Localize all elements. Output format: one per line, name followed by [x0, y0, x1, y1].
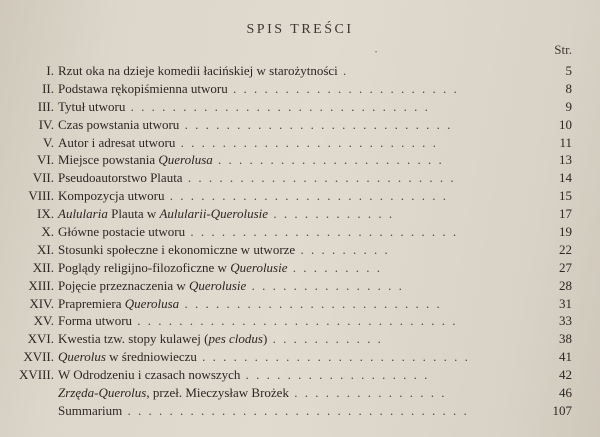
toc-entry-title-part: Rzut oka na dzieje komedii łacińskiej w starożytności: [58, 63, 338, 78]
toc-entry-page-number: 9: [565, 98, 572, 114]
toc-entry: [0, 402, 600, 420]
toc-entry: [0, 80, 600, 98]
toc-entry-number: XI.: [37, 241, 54, 257]
toc-entry: [0, 98, 600, 116]
toc-entry-title-part: Prapremiera: [58, 295, 125, 311]
toc-entry-title-part: Aulularia: [58, 206, 108, 222]
ink-mark: •: [375, 50, 378, 56]
toc-entry-page-number: 28: [559, 277, 572, 293]
toc-entry-page-number: 11: [559, 134, 572, 150]
toc-entry-page-number: 15: [559, 188, 572, 204]
toc-entry-leader-dots: . . . . . . . . . . . . . . . . . . . . . . . . . .: [185, 224, 459, 240]
toc-entry-number: III.: [37, 98, 54, 114]
toc-entry: [0, 116, 600, 134]
toc-entry-title: [58, 223, 458, 241]
toc-entry-title: [58, 151, 444, 169]
toc-entry-title: [58, 62, 348, 80]
toc-entry-leader-dots: . . . . . . . . . . . . . . . . . .: [240, 367, 430, 383]
toc-entry-title-part: w średniowieczu: [105, 349, 197, 365]
toc-entry-number: XVII.: [23, 349, 54, 365]
toc-entry-page-number: 22: [559, 241, 572, 257]
toc-entry-number: XVI.: [27, 331, 54, 347]
toc-entry-leader-dots: . . . . . . . . . . . . . . . . . . . . . .: [227, 80, 459, 96]
toc-entry-title-part: Pseudoautorstwo Plauta: [58, 170, 183, 186]
toc-entry: [0, 312, 600, 330]
toc-entry-title: [58, 259, 382, 277]
toc-entry: [0, 366, 600, 384]
toc-entry-number: I.: [46, 63, 54, 78]
page-title: SPIS TREŚCI: [246, 22, 354, 37]
toc-entry-title-part: Summarium: [58, 402, 123, 418]
toc-entry-title-part: Kompozycja utworu: [58, 188, 165, 204]
toc-entry-title-part: pes clodus: [208, 331, 263, 347]
toc-entry-title-part: Tytuł utworu: [58, 98, 126, 114]
toc-entry-page-number: 19: [559, 224, 572, 240]
toc-entry-title: [58, 116, 452, 134]
toc-entry: [0, 241, 600, 259]
toc-entry: [0, 223, 600, 241]
toc-entry-number: XIV.: [29, 295, 54, 311]
toc-entry-title: [58, 205, 394, 223]
toc-entry-leader-dots: . . . . . . . . . . .: [267, 331, 383, 347]
toc-entry-number: VIII.: [28, 188, 54, 204]
toc-entry: [0, 295, 600, 313]
toc-entry-title-part: Stosunki społeczne i ekonomiczne w utworze: [58, 241, 296, 257]
toc-entry-title-part: Querolus: [58, 349, 106, 365]
toc-entry-title-part: Czas powstania utworu: [58, 116, 180, 132]
toc-entry-leader-dots: . . . . . . . . . . . . . . . . . . . . . . . . . . . . . . . . .: [122, 402, 469, 418]
toc-entry-number: IV.: [38, 116, 54, 132]
toc-entry-leader-dots: . . . . . . . . .: [287, 259, 382, 275]
toc-entry-leader-dots: . . . . . . . . . . . . . . . . . . . . . . . . . . . . . . .: [132, 313, 458, 329]
page-column-label: Str.: [554, 42, 572, 57]
toc-entry-leader-dots: . . . . . . . . . . . . . . .: [288, 385, 447, 401]
toc-entry-page-number: 14: [559, 170, 572, 186]
toc-entry: [0, 384, 600, 402]
toc-entry-title-part: Podstawa rękopiśmienna utworu: [58, 80, 228, 96]
toc-entry-number: XII.: [32, 259, 54, 275]
toc-entry-title: [58, 169, 456, 187]
toc-entry-number: XV.: [33, 313, 54, 329]
toc-entry-page-number: 41: [559, 349, 572, 365]
toc-entry-title: [58, 312, 458, 330]
toc-entry-page-number: 5: [565, 63, 572, 78]
toc-entry-number: XIII.: [28, 277, 54, 293]
toc-entry-page-number: 10: [559, 116, 572, 132]
toc-entry-title-part: Querolusie: [230, 259, 288, 275]
toc-entry-title-part: Miejsce powstania: [58, 152, 159, 168]
toc-entry-page-number: 38: [559, 331, 572, 347]
toc-entry-leader-dots: . . . . . . . . . . . . . . . . . . . . . . . . . . .: [164, 188, 449, 204]
toc-entry-title: [58, 187, 448, 205]
toc-entry-leader-dots: . . . . . . . . . . . . . . . . . . . . . . . . . .: [196, 349, 470, 365]
toc-entry-title: [58, 277, 404, 295]
toc-entry-title-part: Kwestia tzw. stopy kulawej (: [58, 331, 209, 347]
toc-entry-leader-dots: . . . . . . . . . . . . . . . . . . . . . . . . . .: [179, 116, 453, 132]
toc-entry-page-number: 8: [565, 80, 572, 96]
toc-entry-leader-dots: . . . . . . . . . . . . . . . . . . . . . . . . . .: [182, 170, 456, 186]
toc-entry: [0, 259, 600, 277]
toc-entry-title-part: Querolusie: [189, 277, 247, 293]
toc-entry: [0, 62, 600, 80]
toc-entry-title: [58, 98, 430, 116]
toc-entry-page-number: 33: [559, 313, 572, 329]
toc-entry-leader-dots: . . . . . . . . . . . . . . .: [246, 277, 404, 293]
toc-entry-title: [58, 134, 438, 152]
toc-entry-page-number: 13: [559, 152, 572, 168]
toc-entry-title-part: Zrzęda-Querolus,: [58, 385, 150, 401]
toc-entry-title-part: Forma utworu: [58, 313, 133, 329]
table-of-contents: [0, 62, 600, 420]
toc-entry-number: V.: [43, 134, 54, 150]
toc-entry-title: [58, 80, 459, 98]
toc-entry-number: VII.: [32, 170, 54, 186]
toc-entry-title-part: Autor i adresat utworu: [58, 134, 176, 150]
toc-entry-leader-dots: .: [337, 63, 349, 78]
toc-entry-page-number: 42: [559, 367, 572, 383]
toc-entry-title: [58, 384, 446, 402]
toc-entry-leader-dots: . . . . . . . . . . . . . . . . . . . . . .: [212, 152, 444, 168]
toc-entry-page-number: 46: [559, 385, 572, 401]
toc-entry-number: IX.: [37, 206, 54, 222]
toc-entry-title: [58, 402, 469, 420]
toc-entry-title-part: W Odrodzeniu i czasach nowszych: [58, 367, 241, 383]
toc-entry-title-part: Plauta w: [107, 206, 160, 222]
toc-entry: [0, 187, 600, 205]
toc-entry-title-part: Poglądy religijno-filozoficzne w: [58, 259, 231, 275]
toc-entry-title: [58, 241, 390, 259]
toc-entry-title: [58, 295, 442, 313]
toc-entry-number: VI.: [37, 152, 54, 168]
toc-entry-title-part: ): [262, 331, 268, 347]
toc-entry: [0, 348, 600, 366]
toc-entry: [0, 169, 600, 187]
toc-entry-page-number: 107: [552, 402, 572, 418]
toc-entry-title: [58, 348, 470, 366]
toc-entry-leader-dots: . . . . . . . . . . . . . . . . . . . . . . . . .: [179, 295, 442, 311]
toc-entry-title: [58, 330, 383, 348]
toc-entry-leader-dots: . . . . . . . . . . . .: [268, 206, 395, 222]
toc-entry-number: II.: [42, 80, 54, 96]
toc-entry-title-part: Querolusa: [158, 152, 213, 168]
toc-entry: [0, 151, 600, 169]
toc-entry-title-part: Główne postacie utworu: [58, 224, 186, 240]
toc-entry-title-part: Querolusa: [124, 295, 180, 311]
toc-entry-leader-dots: . . . . . . . . .: [295, 241, 390, 257]
toc-entry-number: XVIII.: [18, 367, 54, 383]
toc-entry-leader-dots: . . . . . . . . . . . . . . . . . . . . . . . . . . . . .: [125, 98, 430, 114]
toc-entry-page-number: 27: [559, 259, 572, 275]
toc-entry-page-number: 17: [559, 206, 572, 222]
toc-entry-title-part: Pojęcie przeznaczenia w: [58, 277, 190, 293]
toc-entry-title-part: Aulularii-Querolusie: [159, 206, 269, 222]
toc-entry-leader-dots: . . . . . . . . . . . . . . . . . . . . . . . . .: [175, 134, 438, 150]
toc-entry: [0, 134, 600, 152]
toc-entry: [0, 277, 600, 295]
toc-entry-number: X.: [41, 224, 54, 240]
toc-entry-title: [58, 366, 429, 384]
toc-entry: [0, 205, 600, 223]
toc-entry: [0, 330, 600, 348]
toc-entry-title-part: przeł. Mieczysław Brożek: [149, 385, 289, 401]
toc-entry-page-number: 31: [559, 295, 572, 311]
